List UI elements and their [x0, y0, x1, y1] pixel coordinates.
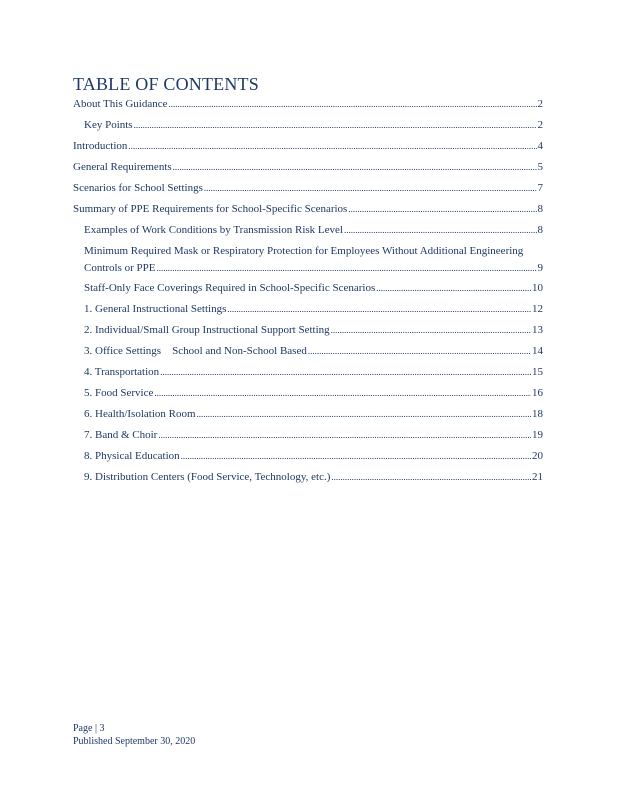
toc-entry-page: 4 — [537, 140, 543, 152]
dot-leader — [134, 118, 537, 133]
toc-entry-page: 13 — [532, 324, 543, 336]
toc-entry-label: Key Points — [84, 119, 133, 131]
toc-entry-staff-only[interactable] — [84, 281, 543, 296]
dot-leader — [173, 160, 537, 175]
toc-entry-page: 2 — [537, 98, 543, 110]
toc-entry-page: 7 — [537, 182, 543, 194]
toc-entry-label: Staff-Only Face Coverings Required in School-Specific Scenarios — [84, 282, 376, 294]
dot-leader — [227, 302, 531, 317]
toc-entry-page: 2 — [537, 119, 543, 131]
toc-entry-label-line2: Controls or PPE — [84, 262, 156, 274]
toc-entry-page: 18 — [532, 408, 543, 420]
toc-entry-key-points[interactable] — [84, 118, 543, 133]
toc-entry-page: 8 — [537, 224, 543, 236]
toc-entry-page: 12 — [532, 303, 543, 315]
toc-entry-individual-small-group[interactable] — [84, 323, 543, 338]
toc-entry-examples[interactable] — [84, 223, 543, 238]
dot-leader — [331, 323, 531, 338]
toc-entry-line2 — [84, 261, 543, 276]
toc-entry-band-choir[interactable] — [84, 428, 543, 443]
toc-entry-page: 15 — [532, 366, 543, 378]
toc-entry-label: Scenarios for School Settings — [73, 182, 203, 194]
toc-entry-office-settings[interactable] — [84, 344, 543, 359]
toc-entry-page: 9 — [537, 262, 543, 274]
toc-entry-label: 2. Individual/Small Group Instructional Support Setting — [84, 324, 330, 336]
toc-entry-introduction[interactable] — [73, 139, 543, 154]
toc-entry-page: 20 — [532, 450, 543, 462]
toc-entry-scenarios[interactable] — [73, 181, 543, 196]
dot-leader — [160, 365, 531, 380]
toc-entry-general-instructional[interactable] — [84, 302, 543, 317]
toc-entry-label: 7. Band & Choir — [84, 429, 158, 441]
toc-entry-general-requirements[interactable] — [73, 160, 543, 175]
toc-entry-label: Introduction — [73, 140, 128, 152]
toc-entry-health-isolation[interactable] — [84, 407, 543, 422]
dot-leader — [157, 261, 537, 276]
toc-entry-label: 3. Office Settings School and Non-School Based — [84, 345, 307, 357]
page-number: Page | 3 — [73, 723, 105, 734]
toc-entry-label: Examples of Work Conditions by Transmission Risk Level — [84, 224, 343, 236]
toc-entry-transportation[interactable] — [84, 365, 543, 380]
toc-entry-label-line1: Minimum Required Mask or Respiratory Protection for Employees Without Additional Engineering — [84, 245, 524, 257]
toc-entry-label: 8. Physical Education — [84, 450, 180, 462]
toc-entry-about[interactable] — [73, 97, 543, 112]
dot-leader — [204, 181, 537, 196]
dot-leader — [197, 407, 531, 422]
toc-entry-label: Summary of PPE Requirements for School-Specific Scenarios — [73, 203, 348, 215]
toc-entry-label: General Requirements — [73, 161, 172, 173]
dot-leader — [169, 97, 537, 112]
toc-entry-page: 16 — [532, 387, 543, 399]
dot-leader — [348, 202, 536, 217]
toc-entry-food-service[interactable] — [84, 386, 543, 401]
dot-leader — [158, 428, 531, 443]
toc-entry-page: 14 — [532, 345, 543, 357]
dot-leader — [308, 344, 531, 359]
toc-entry-page: 19 — [532, 429, 543, 441]
published-date: Published September 30, 2020 — [73, 736, 196, 747]
dot-leader — [181, 449, 531, 464]
toc-entry-label: 4. Transportation — [84, 366, 160, 378]
toc-entry-label: 9. Distribution Centers (Food Service, Technology, etc.) — [84, 471, 331, 483]
toc-entry-page: 10 — [532, 282, 543, 294]
toc-entry-label: 5. Food Service — [84, 387, 154, 399]
toc-entry-label: 1. General Instructional Settings — [84, 303, 227, 315]
dot-leader — [376, 281, 531, 296]
toc-entry-page: 21 — [532, 471, 543, 483]
toc-entry-label: About This Guidance — [73, 98, 168, 110]
toc-entry-distribution-centers[interactable] — [84, 470, 543, 485]
dot-leader — [128, 139, 536, 154]
page-footer — [73, 722, 195, 748]
dot-leader — [154, 386, 531, 401]
toc-entry-label: 6. Health/Isolation Room — [84, 408, 196, 420]
toc-entry-summary-ppe[interactable] — [73, 202, 543, 217]
dot-leader — [331, 470, 531, 485]
toc-title: TABLE OF CONTENTS — [73, 74, 259, 94]
toc-entry-physical-education[interactable] — [84, 449, 543, 464]
dot-leader — [344, 223, 537, 238]
toc-entry-page: 8 — [537, 203, 543, 215]
toc-entry-page: 5 — [537, 161, 543, 173]
toc-entry-minimum-mask[interactable] — [84, 244, 543, 276]
